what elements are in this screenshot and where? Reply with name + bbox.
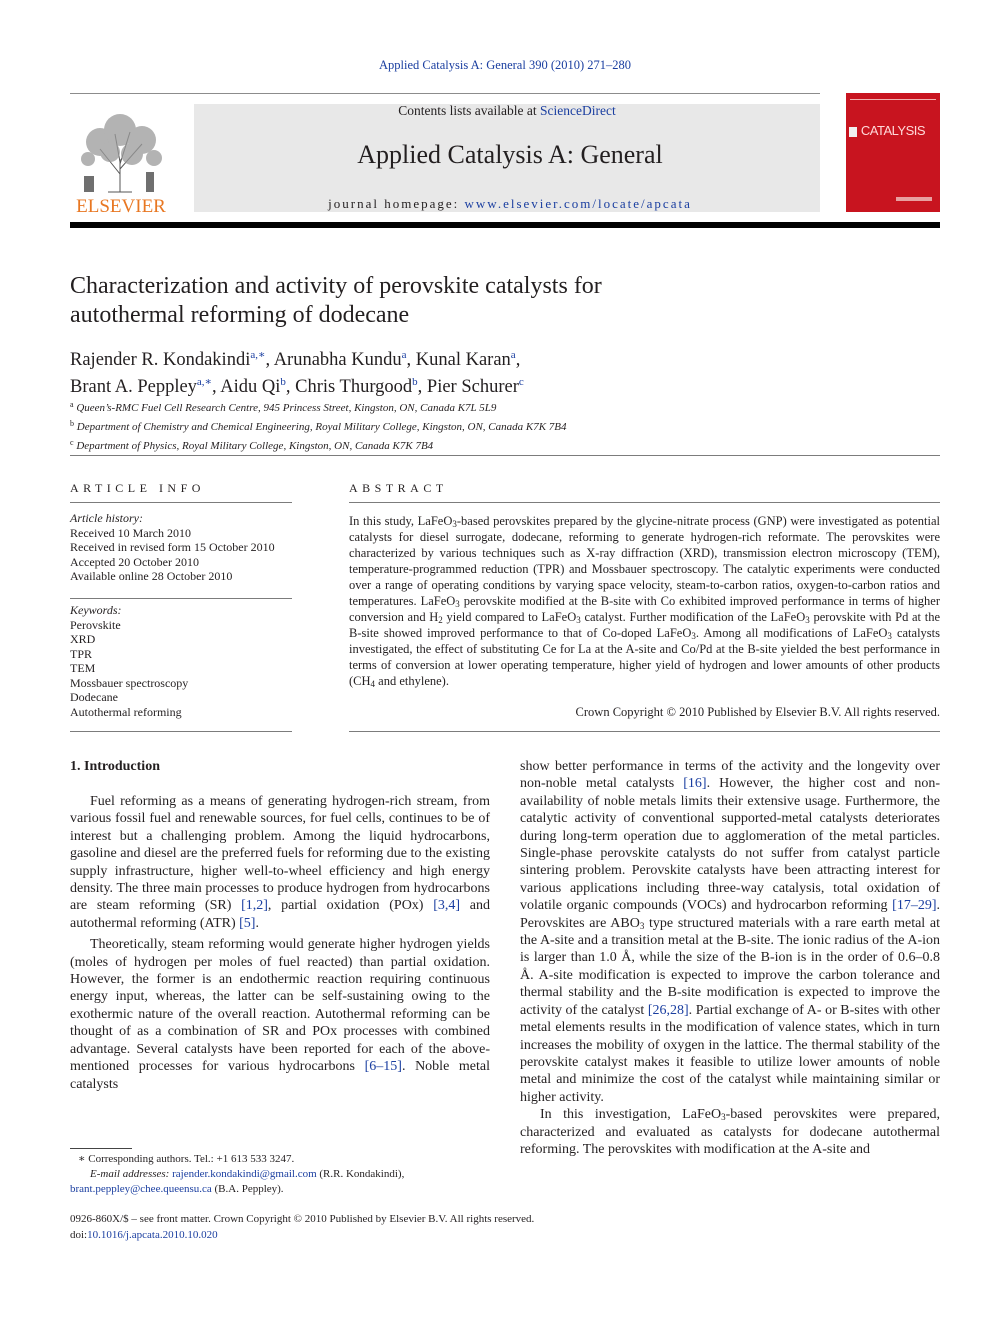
abstract-body: In this study, LaFeO$_3$-based perovskites prepared by the glycine-nitrate process (GNP) were investigated as potential catalysts for diesel surrogate, dodecane, reforming to generate hydrogen-rich reformate. The perovskites were characterized by various techniques such as X-ray diffraction (XRD), transmission electron microscopy (TEM), temperature-programmed reduction (TPR) and Mossbauer spectroscopy. The catalytic experiments were conducted over a range of operating conditions by varying space velocity, steam-to-carbon ratios, oxygen-to-carbon ratios and temperatures. LaFeO$_3$ perovskite modified at the B-site with Co exhibited improved performance in terms of higher conversion and $H_2$ yield compared to LaFeO$_3$ catalyst. Further modification of the LaFeO$_3$ perovskite with Pd at the B-site showed improved performance to that of Co-doped LaFeO$_3$. Among all modifications of LaFeO$_3$ catalysts investigated, the effect of substituting Ce for La at the A-site and Co/Pd at the B-site yielded the best performance in terms of conversion at lower operating temperature, higher yield of hydrogen and lower amounts of other products ($CH_4$ and ethylene). — [349, 514, 940, 689]
history-item: Received in revised form 15 October 2010 — [70, 540, 275, 554]
email-label: E-mail addresses: — [90, 1168, 173, 1180]
keyword: TPR — [70, 646, 93, 661]
author-separator: , — [212, 377, 221, 397]
history-item: Accepted 20 October 2010 — [70, 554, 199, 569]
citation-link[interactable]: [1,2] — [241, 898, 268, 914]
affiliation — [70, 397, 770, 416]
abstract-copyright: Crown Copyright © 2010 Published by Elsevier B.V. All rights reserved. — [575, 705, 940, 719]
cover-mark — [849, 127, 857, 137]
affiliation-mark: c — [70, 438, 74, 447]
keyword: TEM — [70, 661, 96, 675]
elsevier-logo — [70, 104, 172, 216]
email-line — [70, 1182, 490, 1197]
cover-publisher — [896, 197, 932, 201]
author-name: Rajender R. Kondakindi — [70, 350, 251, 370]
front-matter-info — [70, 1212, 670, 1243]
author-name: Aidu Qi — [220, 377, 281, 397]
affiliation-rule — [70, 455, 940, 456]
author-affil-mark[interactable]: a — [510, 349, 516, 361]
affiliation-text: Queen’s-RMC Fuel Cell Research Centre, 945 Princess Street, Kingston, ON, Canada K7L 5L9 — [76, 402, 497, 414]
sciencedirect-link[interactable]: ScienceDirect — [540, 103, 616, 118]
footnote-rule — [70, 1148, 132, 1149]
footnotes — [70, 1152, 490, 1197]
citation-link[interactable]: [6–15] — [364, 1059, 402, 1075]
keyword: Autothermal reforming — [70, 704, 182, 719]
affiliations — [70, 397, 770, 454]
intro-paragraph-1: Fuel reforming as a means of generating hydrogen-rich stream, from various fossil fuel and renewable sources, for fuel cells, continues to be of interest but a challenging problem. Among the liquid hydrocarbons, gasoline and diesel are the preferred fuels for reforming due to the existing supply infrastructure, higher well-to-wheel efficiency and high energy density. The three main processes to produce hydrogen from hydrocarbons are steam reforming (SR) [1,2], partial oxidation (POx) [3,4] and autothermal reforming (ATR) [5]. — [70, 794, 490, 931]
abstract-rule — [349, 502, 940, 503]
elsevier-wordmark: ELSEVIER — [76, 196, 166, 216]
issn-line: 0926-860X/$ – see front matter. Crown Copyright © 2010 Published by Elsevier B.V. All rights reserved. — [70, 1213, 535, 1225]
author-affil-mark[interactable]: b — [412, 376, 418, 388]
affiliation — [70, 435, 770, 454]
running-head[interactable]: Applied Catalysis A: General 390 (2010) 271–280 — [378, 58, 632, 72]
cover-title: CATALYSIS — [860, 123, 926, 138]
email-link[interactable]: rajender.kondakindi@gmail.com — [172, 1168, 317, 1180]
email-owner: (R.R. Kondakindi), — [316, 1168, 405, 1180]
affiliation — [70, 416, 770, 435]
corresponding-note: ∗ Corresponding authors. Tel.: +1 613 533 3247. — [78, 1153, 295, 1165]
authors-line-1 — [70, 344, 770, 371]
contents-prefix: Contents lists available at — [398, 103, 540, 118]
author-separator: , — [406, 350, 416, 370]
history-item: Received 10 March 2010 — [70, 525, 191, 540]
header-top-rule — [70, 93, 820, 94]
affiliation-mark: a — [70, 400, 74, 409]
keywords-rule — [70, 598, 292, 599]
title-line-1: Characterization and activity of perovskite catalysts for — [70, 273, 602, 299]
author-name: Chris Thurgood — [295, 377, 413, 397]
article-title — [70, 272, 770, 330]
keyword: XRD — [70, 632, 96, 646]
email-link[interactable]: brant.peppley@chee.queensu.ca — [70, 1183, 212, 1195]
intro-left-column — [70, 793, 490, 1093]
abstract-bottom-rule — [349, 731, 940, 732]
journal-homepage — [194, 196, 826, 212]
article-info-heading: ARTICLE INFO — [70, 481, 205, 495]
keyword: Dodecane — [70, 690, 118, 704]
section-heading-introduction: 1. Introduction — [70, 759, 160, 774]
citation-link[interactable]: [26,28] — [647, 1002, 689, 1018]
article-history — [70, 511, 292, 584]
history-label: Article history: — [70, 511, 143, 525]
article-info-rule — [70, 502, 292, 503]
affiliation-text: Department of Chemistry and Chemical Engineering, Royal Military College, Kingston, ON, Canada K7K 7B4 — [76, 421, 567, 433]
email-line — [70, 1167, 490, 1182]
author-affil-mark[interactable]: a,∗ — [250, 349, 266, 361]
keywords-label: Keywords: — [70, 603, 122, 617]
keywords — [70, 603, 292, 719]
author-affil-mark[interactable]: a — [401, 349, 407, 361]
author-affil-mark[interactable]: c — [518, 376, 524, 388]
doi-line — [70, 1228, 670, 1244]
contents-line — [194, 103, 820, 119]
keyword: Mossbauer spectroscopy — [70, 675, 189, 690]
citation-link[interactable]: [3,4] — [433, 898, 461, 914]
header-thick-rule — [70, 222, 940, 228]
author-name: Brant A. Peppley — [70, 377, 197, 397]
intro-paragraph-3: In this investigation, LaFeO$_3$-based perovskites were prepared, characterized and evaluated as catalysts for dodecane autothermal reforming. The perovskites with modification at the A-site and — [520, 1107, 940, 1157]
authors-line-2 — [70, 371, 770, 398]
intro-paragraph-2: Theoretically, steam reforming would generate higher hydrogen yields (moles of hydrogen per moles of fuel reacted) than partial oxidation. However, the former is an endothermic reaction requiring continuous energy input, whereas, the latter can be self-sustaining owing to the exothermic nature of the overall reaction. Autothermal reforming can be thought of as a combination of SR and POx processes with combined advantage. Several catalysts have been reported for each of the above-mentioned processes for various hydrocarbons [6–15]. Noble metal catalysts — [70, 937, 490, 1092]
author-separator: , — [285, 377, 296, 397]
author-list — [70, 344, 770, 398]
article-info-bottom-rule — [70, 731, 292, 732]
email-owner: (B.A. Peppley). — [211, 1183, 284, 1195]
author-separator: , — [417, 377, 427, 397]
author-name: Kunal Karan — [415, 350, 511, 370]
author-separator: , — [265, 350, 274, 370]
homepage-link[interactable]: www.elsevier.com/locate/apcata — [464, 196, 692, 211]
title-line-2: autothermal reforming of dodecane — [70, 302, 410, 328]
doi-label: doi: — [70, 1228, 88, 1241]
author-affil-mark[interactable]: a,∗ — [196, 376, 213, 388]
citation-link[interactable]: [5] — [239, 915, 256, 931]
abstract-heading: ABSTRACT — [349, 481, 448, 495]
citation-link[interactable]: [16] — [683, 776, 707, 792]
intro-paragraph-2-cont: show better performance in terms of the activity and the longevity over non-noble metal catalysts [16]. However, the higher cost and non-availability of noble metals limits their extensive usage. Furthermore, the catalytic activity of conventional supported-metal catalysts deteriorates during long-term operation due to agglomeration of the metal particles. Single-phase perovskite catalysts do not suffer from catalyst particle sintering problem. Perovskite catalysts have been attracting interest for various applications including three-way catalysis, total oxidation of volatile organic compounds (VOCs) and hydrocarbon reforming [17–29]. Perovskites are $ABO_3$ type structured materials with a rare earth metal at the A-site and a transition metal at the B-site. The ionic radius of the A-ion is larger than 1.0 Å, while the size of the B-ion is in the order of 0.6–0.8 Å. A-site modification is expected to improve the carbon tolerance and thermal stability and the B-site modification is expected to improve the activity of the catalyst [26,28]. Partial exchange of A- or B-sites with other metal elements results in the modification of valence states, which in turn increases the mobility of oxygen in the lattice. The thermal stability of the perovskite catalyst makes it feasible to utilize lower amounts of noble metal and minimize the cost of the catalyst while maintaining similar or higher activity. — [520, 759, 941, 1105]
homepage-prefix: journal homepage: — [328, 196, 465, 211]
author-name: Arunabha Kundu — [273, 350, 402, 370]
doi-link[interactable]: 10.1016/j.apcata.2010.10.020 — [87, 1228, 218, 1241]
author-affil-mark[interactable]: b — [280, 376, 286, 388]
history-item: Available online 28 October 2010 — [70, 569, 233, 583]
affiliation-mark: b — [70, 419, 74, 428]
affiliation-text: Department of Physics, Royal Military College, Kingston, ON, Canada K7K 7B4 — [76, 440, 434, 452]
author-name: Pier Schurer — [426, 377, 519, 397]
journal-cover — [846, 93, 940, 212]
citation-link[interactable]: [17–29] — [892, 898, 937, 914]
journal-name: Applied Catalysis A: General — [357, 140, 663, 169]
intro-right-column — [520, 758, 940, 1158]
keyword: Perovskite — [70, 617, 121, 632]
author-separator: , — [515, 350, 521, 370]
